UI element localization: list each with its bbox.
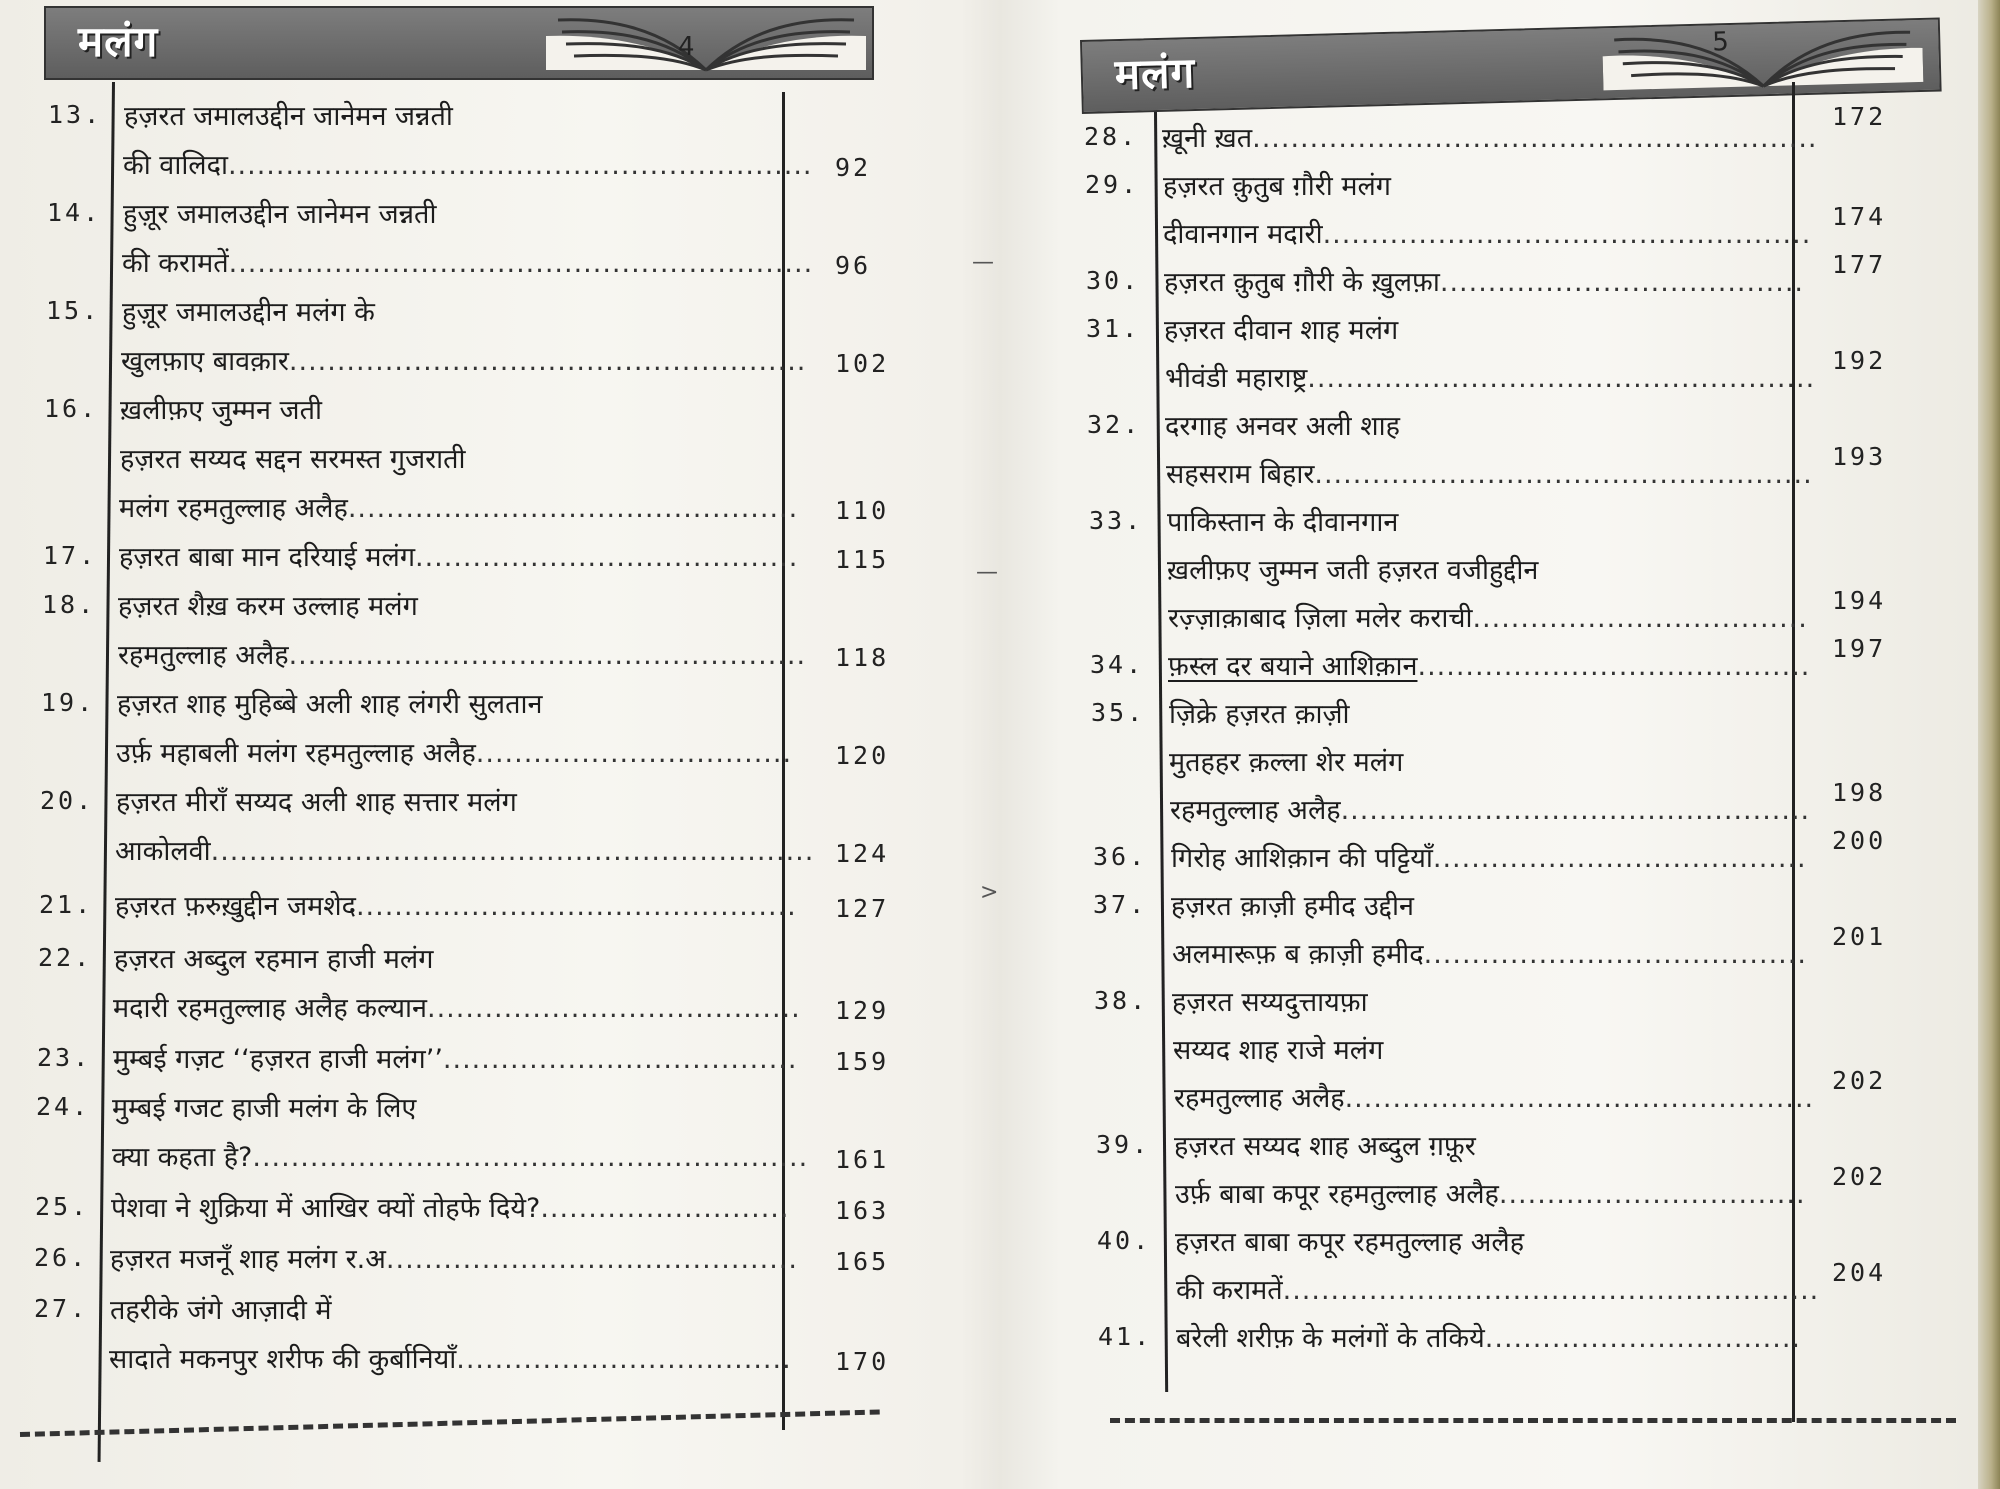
gutter-mark: —: [972, 250, 994, 275]
entry-number: 20.: [40, 786, 95, 815]
entry-title-line: [120, 439, 466, 476]
entry-title-line: [1167, 550, 1538, 587]
leader-dots: .................................................: [1340, 795, 1811, 826]
entry-title-text: मुम्बई गजट हाजी मलंग के लिए: [112, 1093, 417, 1124]
entry-number: 35.: [1091, 698, 1146, 727]
entry-number: 39.: [1096, 1130, 1151, 1159]
entry-title-line: [109, 1339, 792, 1376]
entry-number: 21.: [39, 890, 94, 919]
entry-title-text: उर्फ़ बाबा कपूर रहमतुल्लाह अलैह: [1175, 1179, 1499, 1210]
entry-page-number: 129: [835, 996, 890, 1025]
entry-title-text: पेशवा ने शुक्रिया में आखिर क्यों तोहफे दिये?: [111, 1193, 541, 1224]
entry-title-line: [118, 635, 806, 672]
entry-title-line: [123, 145, 813, 182]
entry-page-number: 165: [835, 1247, 890, 1276]
left-bottom-dashed-rule: [20, 1409, 880, 1437]
entry-number: 33.: [1089, 506, 1144, 535]
leader-dots: .............................................................: [228, 248, 814, 279]
leader-dots: ...................................: [1472, 603, 1808, 634]
entry-title-line: [119, 488, 798, 525]
entry-page-number: 204: [1832, 1258, 1887, 1287]
entry-title-text: हज़रत शाह मुहिब्बे अली शाह लंगरी सुलतान: [117, 689, 543, 720]
entry-title-line: [1163, 214, 1811, 251]
open-book-icon: [1602, 24, 1924, 94]
leader-dots: ......................................: [1439, 267, 1804, 298]
entry-page-number: 124: [835, 839, 890, 868]
entry-number: 26.: [34, 1243, 89, 1272]
entry-title-line: [111, 1188, 789, 1225]
entry-page-number: 163: [835, 1196, 890, 1225]
entry-title-text: हज़रत क़ुतुब ग़ौरी मलंग: [1163, 171, 1391, 202]
entry-page-number: 192: [1832, 346, 1887, 375]
entry-number: 30.: [1086, 266, 1141, 295]
entry-title-line: [115, 886, 797, 923]
leader-dots: ...............................................................: [210, 836, 815, 867]
entry-title-line: [122, 292, 375, 329]
gutter-mark: —: [976, 560, 998, 585]
entry-title-text: हज़रत सय्यद सद्दन सरमस्त गुजराती: [120, 444, 466, 475]
leader-dots: .......................................: [1432, 843, 1807, 874]
entry-title-text: खुलफ़ाए बावक़ार: [121, 346, 289, 377]
entry-title-text: हज़रत क़ुतुब ग़ौरी के ख़ुलफ़ा: [1164, 267, 1440, 298]
entry-title-line: [115, 831, 814, 868]
entry-number: 24.: [36, 1092, 91, 1121]
entry-title-line: [1176, 1318, 1801, 1355]
entry-number: 40.: [1097, 1226, 1152, 1255]
entry-title-text: क्या कहता है?: [112, 1142, 253, 1173]
entry-title-text: ख़ूनी ख़त: [1162, 123, 1253, 154]
entry-number: 29.: [1085, 170, 1140, 199]
entry-title-line: [1174, 1078, 1814, 1115]
entry-page-number: 193: [1832, 442, 1887, 471]
leader-dots: ...........................................: [385, 1244, 798, 1275]
entry-number: 17.: [43, 541, 98, 570]
entry-title-text: हुज़ूर जमालउद्दीन मलंग के: [122, 297, 375, 328]
entry-title-text: ज़िक्रे हज़रत क़ाज़ी: [1169, 699, 1350, 730]
leader-dots: ......................................................: [288, 640, 807, 671]
entry-title-line: [1175, 1174, 1806, 1211]
entry-title-text: अलमारूफ़ ब क़ाज़ी हमीद: [1172, 939, 1424, 970]
entry-title-line: [1164, 262, 1804, 299]
left-page-number: 4: [678, 32, 695, 62]
entry-title-text: हज़रत शैख़ करम उल्लाह मलंग: [118, 591, 418, 622]
entry-title-line: [110, 1290, 332, 1327]
entry-title-line: [120, 390, 322, 427]
leader-dots: .....................................: [442, 1044, 798, 1075]
entry-number: 38.: [1094, 986, 1149, 1015]
entry-page-number: 194: [1832, 586, 1887, 615]
entry-page-number: 159: [835, 1047, 890, 1076]
entry-title-text: हज़रत मजनूँ शाह मलंग र.अ: [110, 1244, 386, 1275]
entry-title-line: [1171, 886, 1414, 923]
entry-title-line: [114, 939, 433, 976]
entry-page-number: 202: [1832, 1162, 1887, 1191]
entry-title-text: फ़स्ल दर बयाने आशिक़ान: [1168, 651, 1418, 682]
entry-title-line: [1164, 310, 1398, 347]
entry-page-number: 201: [1832, 922, 1887, 951]
leader-dots: .........................................: [1417, 651, 1811, 682]
entry-title-line: [1165, 358, 1815, 395]
entry-page-number: 197: [1832, 634, 1887, 663]
entry-title-text: हज़रत जमालउद्दीन जानेमन जन्नती: [124, 101, 453, 132]
entry-title-text: सय्यद शाह राजे मलंग: [1173, 1035, 1384, 1066]
entry-title-line: [116, 733, 792, 770]
entry-title-text: ख़लीफ़ए जुम्मन जती: [120, 395, 322, 426]
entry-title-text: दीवानगान मदारी: [1163, 219, 1323, 250]
entry-title-line: [1171, 838, 1807, 875]
entry-title-line: [121, 341, 806, 378]
entry-title-line: [1168, 598, 1808, 635]
right-bottom-dashed-rule: [1110, 1418, 1956, 1423]
entry-title-text: हज़रत दीवान शाह मलंग: [1164, 315, 1399, 346]
entry-number: 31.: [1086, 314, 1141, 343]
right-page-number: 5: [1711, 27, 1730, 58]
entry-title-text: हज़रत मीराँ सय्यद अली शाह सत्तार मलंग: [116, 787, 517, 818]
entry-page-number: 174: [1832, 202, 1887, 231]
entry-number: 27.: [34, 1294, 89, 1323]
entry-number: 18.: [42, 590, 97, 619]
entry-title-line: [1169, 742, 1403, 779]
leader-dots: ................................: [1498, 1179, 1806, 1210]
entry-title-line: [1175, 1222, 1524, 1259]
entry-title-line: [1173, 1030, 1383, 1067]
right-page: [1060, 0, 1978, 1489]
entry-page-number: 115: [835, 545, 890, 574]
entry-title-line: [112, 1137, 808, 1174]
leader-dots: ...................................: [456, 1344, 792, 1375]
entry-page-number: 198: [1832, 778, 1887, 807]
gutter-mark: >: [980, 880, 999, 905]
entry-title-text: दरगाह अनवर अली शाह: [1165, 411, 1400, 442]
entry-number: 13.: [48, 100, 103, 129]
entry-number: 36.: [1093, 842, 1148, 871]
entry-title-line: [1172, 982, 1368, 1019]
leader-dots: .....................................................: [1307, 363, 1816, 394]
entry-page-number: 96: [835, 251, 872, 280]
entry-title-line: [1162, 118, 1818, 155]
entry-title-line: [123, 194, 436, 231]
leader-dots: ........................................: [1423, 939, 1807, 970]
entry-title-line: [1174, 1126, 1476, 1163]
entry-page-number: 118: [835, 643, 890, 672]
book-edge: [1978, 0, 2000, 1489]
entry-title-line: [113, 988, 801, 1025]
entry-page-number: 127: [835, 894, 890, 923]
leader-dots: ........................................................: [1282, 1275, 1820, 1306]
right-header-banner: [1080, 17, 1942, 113]
entry-number: 22.: [38, 943, 93, 972]
leader-dots: ....................................................: [1314, 459, 1813, 490]
leader-dots: .................................: [475, 738, 793, 769]
entry-title-text: भीवंडी महाराष्ट्र: [1165, 363, 1308, 394]
entry-title-line: [122, 243, 813, 280]
entry-title-text: हज़रत क़ाज़ी हमीद उद्दीन: [1171, 891, 1414, 922]
entry-title-line: [112, 1088, 416, 1125]
entry-number: 34.: [1090, 650, 1145, 679]
entry-title-line: [1165, 406, 1400, 443]
entry-title-line: [119, 537, 798, 574]
entry-page-number: 161: [835, 1145, 890, 1174]
entry-title-line: [1166, 454, 1813, 491]
leader-dots: ........................................: [415, 542, 799, 573]
entry-title-text: मलंग रहमतुल्लाह अलैह: [119, 493, 348, 524]
entry-title-text: की करामतें: [122, 248, 229, 279]
entry-title-text: मुम्बई गज़ट ‘‘हज़रत हाजी मलंग’’: [113, 1044, 443, 1075]
entry-number: 19.: [41, 688, 96, 717]
entry-title-text: रहमतुल्लाह अलैह: [118, 640, 289, 671]
entry-number: 25.: [35, 1192, 90, 1221]
entry-page-number: 202: [1832, 1066, 1887, 1095]
leader-dots: ...........................................................: [1252, 123, 1818, 154]
entry-page-number: 110: [835, 496, 890, 525]
entry-title-text: रज़्ज़ाक़ाबाद ज़िला मलेर कराची: [1168, 603, 1473, 634]
entry-title-text: हज़रत फ़रुख़ुद्दीन जमशेद: [115, 891, 356, 922]
entry-title-text: की वालिदा: [123, 150, 228, 181]
entry-title-text: गिरोह आशिक़ान की पट्टियाँ: [1171, 843, 1433, 874]
entry-title-line: [116, 782, 517, 819]
entry-number: 14.: [47, 198, 102, 227]
right-header-title: मलंग: [1114, 48, 1196, 100]
leader-dots: ...............................................: [347, 493, 799, 524]
right-number-column-rule: [1154, 112, 1168, 1392]
entry-title-text: मुतहहर क़ल्ला शेर मलंग: [1169, 747, 1404, 778]
entry-number: 37.: [1093, 890, 1148, 919]
left-header-banner: [44, 6, 874, 80]
entry-title-text: ख़लीफ़ए जुम्मन जती हज़रत वजीहुद्दीन: [1167, 555, 1539, 586]
entry-title-text: हज़रत बाबा कपूर रहमतुल्लाह अलैह: [1175, 1227, 1525, 1258]
entry-title-text: सहसराम बिहार: [1166, 459, 1315, 490]
entry-title-text: बरेली शरीफ़ के मलंगों के तकिये: [1176, 1323, 1485, 1354]
leader-dots: .............................................................: [227, 150, 813, 181]
entry-title-line: [1176, 1270, 1819, 1307]
entry-title-line: [1168, 646, 1810, 683]
entry-title-text: पाकिस्तान के दीवानगान: [1167, 507, 1399, 538]
entry-title-line: [1169, 694, 1350, 731]
open-book-icon: [546, 12, 866, 74]
entry-title-line: [1167, 502, 1398, 539]
left-page: [0, 0, 900, 1489]
left-header-title: मलंग: [78, 17, 159, 66]
entry-title-line: [124, 96, 453, 133]
entry-page-number: 120: [835, 741, 890, 770]
entry-title-text: की करामतें: [1176, 1275, 1283, 1306]
entry-title-text: रहमतुल्लाह अलैह: [1170, 795, 1341, 826]
entry-page-number: 92: [835, 153, 872, 182]
entry-number: 41.: [1098, 1322, 1153, 1351]
leader-dots: ...................................................: [1322, 219, 1812, 250]
entry-title-text: आकोलवी: [115, 836, 211, 867]
entry-number: 16.: [44, 394, 99, 423]
entry-title-line: [110, 1239, 798, 1276]
entry-page-number: 102: [835, 349, 890, 378]
entry-number: 32.: [1087, 410, 1142, 439]
entry-title-line: [117, 684, 542, 721]
leader-dots: .................................................: [1344, 1083, 1815, 1114]
entry-title-line: [1170, 790, 1810, 827]
entry-title-line: [113, 1039, 797, 1076]
leader-dots: .......................................: [426, 993, 801, 1024]
entry-title-line: [1163, 166, 1391, 203]
entry-number: 15.: [46, 296, 101, 325]
entry-number: 23.: [37, 1043, 92, 1072]
entry-page-number: 200: [1832, 826, 1887, 855]
entry-page-number: 170: [835, 1347, 890, 1376]
entry-title-text: हज़रत अब्दुल रहमान हाजी मलंग: [114, 944, 434, 975]
entry-title-text: रहमतुल्लाह अलैह: [1174, 1083, 1345, 1114]
entry-title-text: सादाते मकनपुर शरीफ की कुर्बानियाँ: [109, 1344, 457, 1375]
leader-dots: ..............................................: [355, 891, 797, 922]
entry-number: 28.: [1084, 122, 1139, 151]
entry-title-text: हुज़ूर जमालउद्दीन जानेमन जन्नती: [123, 199, 437, 230]
entry-title-text: हज़रत बाबा मान दरियाई मलंग: [119, 542, 416, 573]
entry-title-line: [118, 586, 418, 623]
leader-dots: .................................: [1484, 1323, 1802, 1354]
entry-title-text: हज़रत सय्यदुत्तायफ़ा: [1172, 987, 1368, 1018]
leader-dots: ..........................: [540, 1193, 790, 1224]
entry-title-line: [1172, 934, 1807, 971]
entry-title-text: हज़रत सय्यद शाह अब्दुल ग़फ़ूर: [1174, 1131, 1476, 1162]
leader-dots: ..........................................................: [252, 1142, 809, 1173]
entry-page-number: 172: [1832, 102, 1887, 131]
leader-dots: ......................................................: [288, 346, 807, 377]
entry-title-text: मदारी रहमतुल्लाह अलैह कल्यान: [113, 993, 427, 1024]
entry-title-text: तहरीके जंगे आज़ादी में: [110, 1295, 332, 1326]
entry-page-number: 177: [1832, 250, 1887, 279]
entry-title-text: उर्फ़ महाबली मलंग रहमतुल्लाह अलैह: [116, 738, 476, 769]
